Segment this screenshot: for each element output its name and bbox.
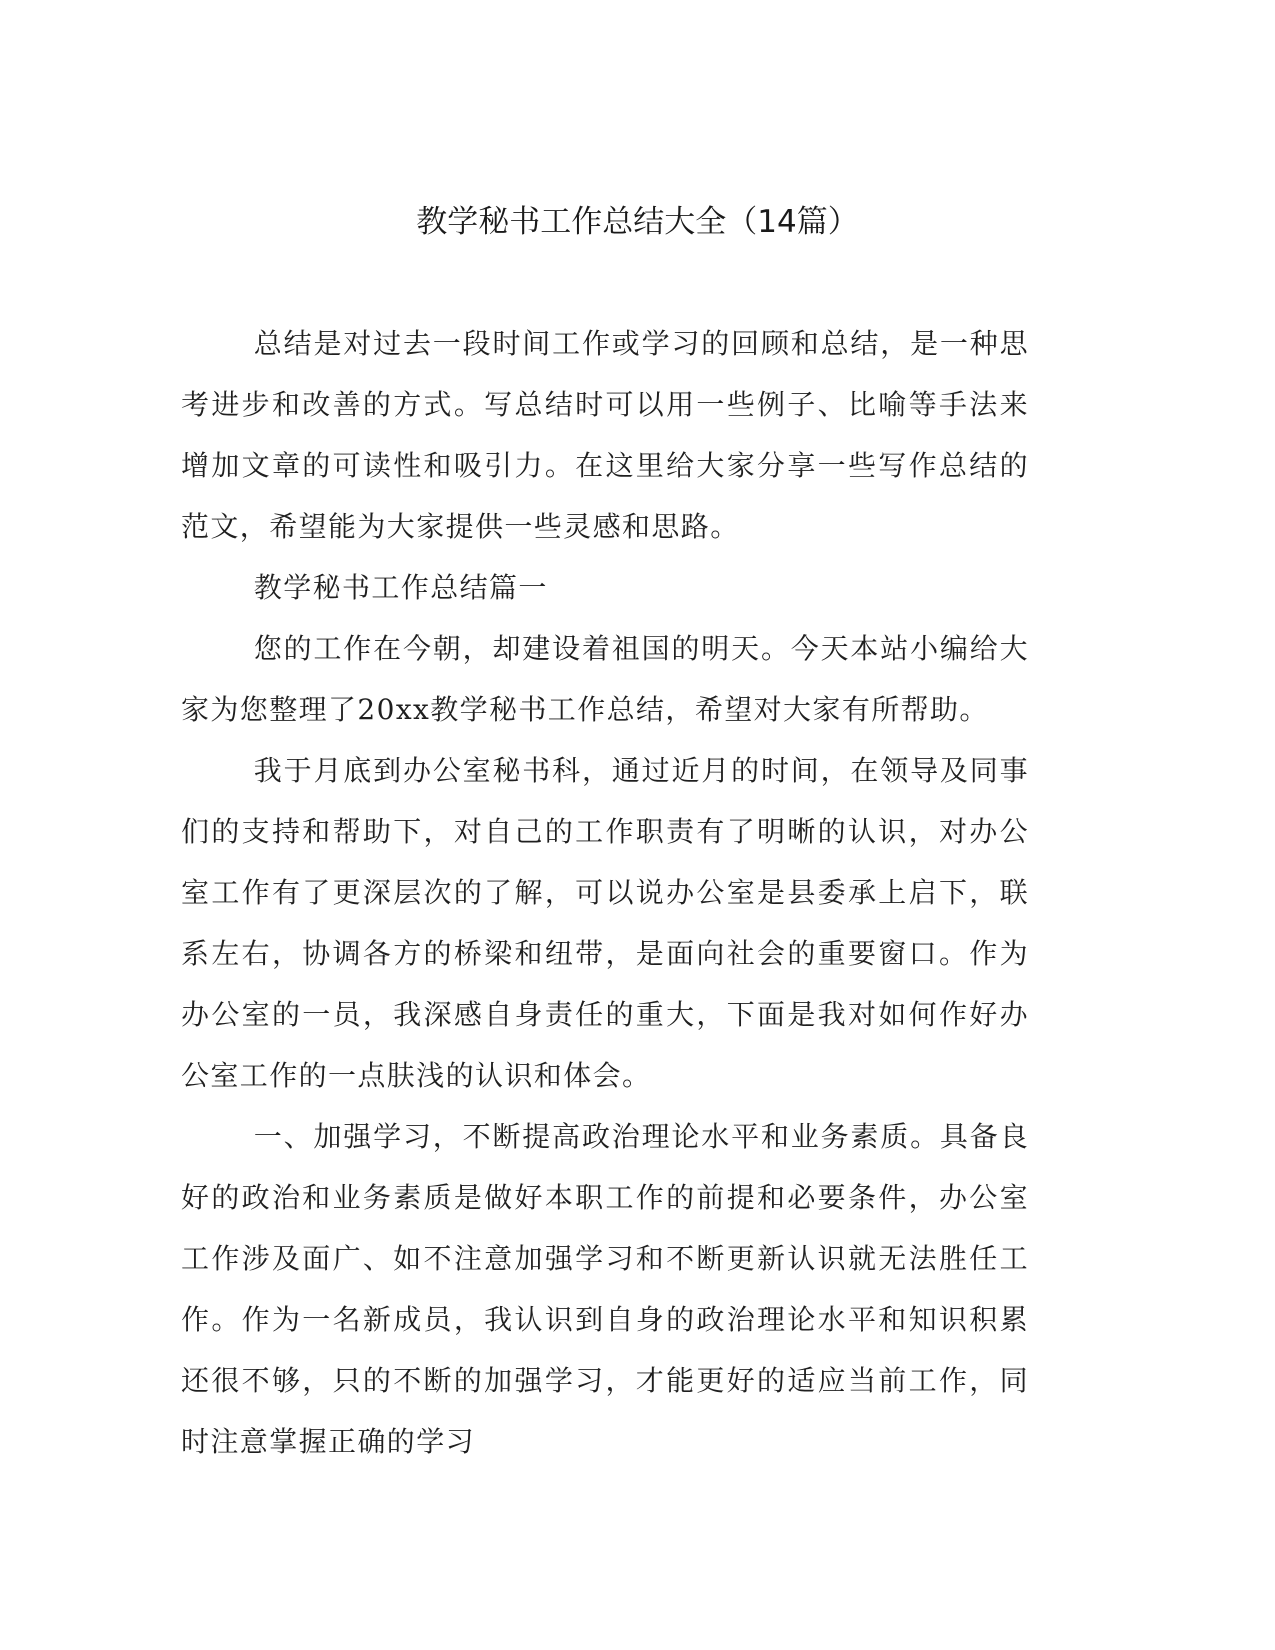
body-paragraph: 您的工作在今朝，却建设着祖国的明天。今天本站小编给大家为您整理了20xx教学秘书工作总结，希望对大家有所帮助。	[181, 632, 1029, 726]
body-paragraph: 我于月底到办公室秘书科，通过近月的时间，在领导及同事们的支持和帮助下，对自己的工作职责有了明晰的认识，对办公室工作有了更深层次的了解，可以说办公室是县委承上启下，联系左右，协调各方的桥梁和纽带，是面向社会的重要窗口。作为办公室的一员，我深感自身责任的重大，下面是我对如何作好办公室工作的一点肤浅的认识和体会。	[181, 754, 1029, 1092]
document-title: 教学秘书工作总结大全（14篇）	[416, 204, 859, 240]
section-heading: 教学秘书工作总结篇一	[253, 571, 548, 604]
document-body	[181, 313, 1029, 1472]
body-paragraph: 一、加强学习，不断提高政治理论水平和业务素质。具备良好的政治和业务素质是做好本职工作的前提和必要条件，办公室工作涉及面广、如不注意加强学习和不断更新认识就无法胜任工作。作为一名新成员，我认识到自身的政治理论水平和知识积累还很不够，只的不断的加强学习，才能更好的适应当前工作，同时注意掌握正确的学习	[181, 1120, 1029, 1458]
intro-paragraph: 总结是对过去一段时间工作或学习的回顾和总结，是一种思考进步和改善的方式。写总结时可以用一些例子、比喻等手法来增加文章的可读性和吸引力。在这里给大家分享一些写作总结的范文，希望能为大家提供一些灵感和思路。	[181, 327, 1029, 543]
